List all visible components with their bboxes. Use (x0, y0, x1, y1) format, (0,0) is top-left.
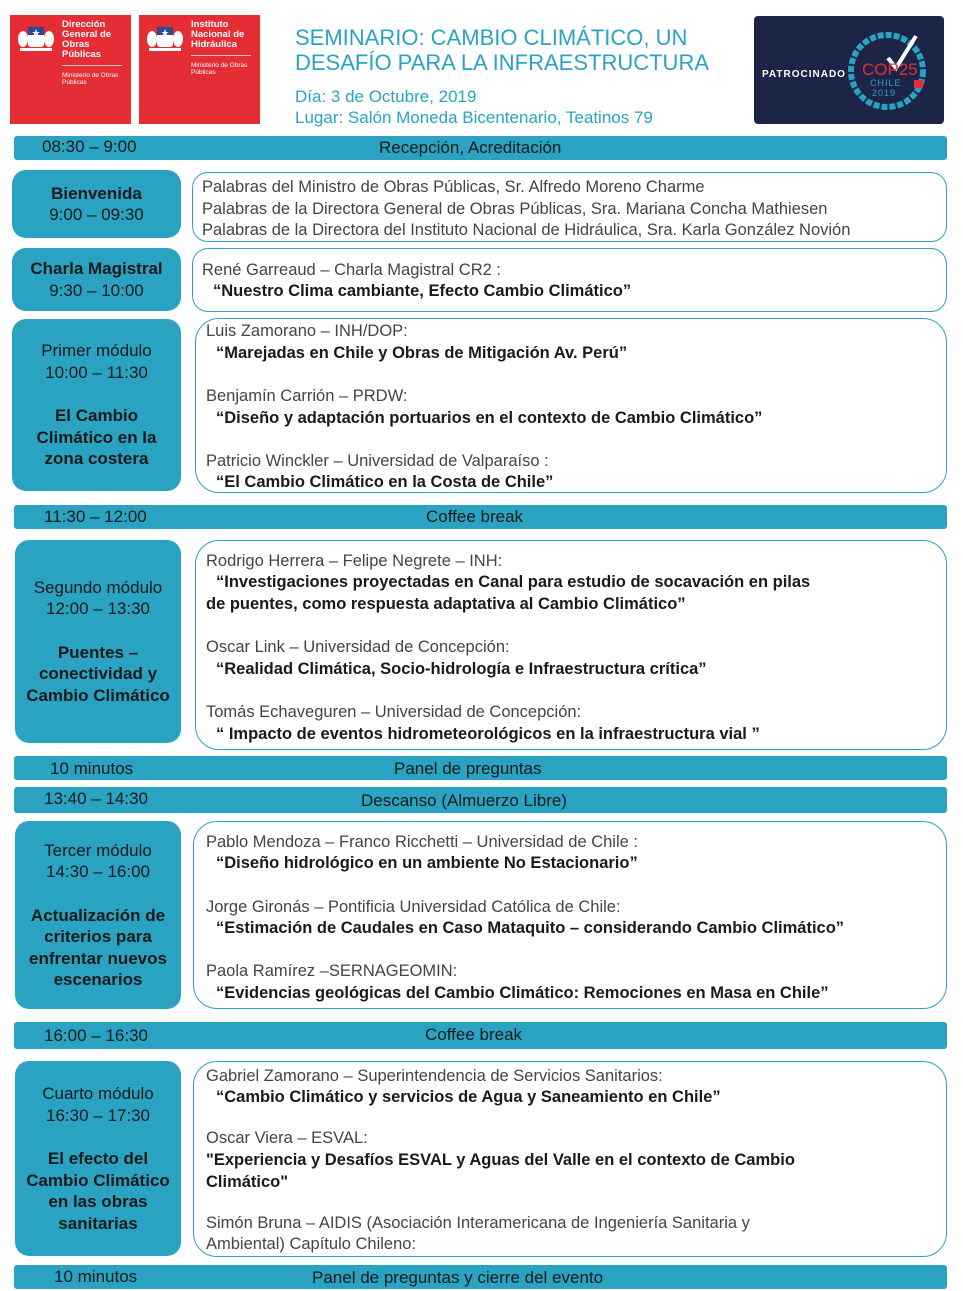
keynote-session-name: Charla Magistral (30, 259, 163, 278)
module3-theme: Actualización de criterios para enfrentar nuevos escenarios (29, 905, 167, 989)
talk-title: “Evidencias geológicas del Cambio Climático: Remociones en Masa en Chile” (216, 984, 829, 1002)
coffee-break-bar (14, 505, 947, 529)
talk-title: “ Impacto de eventos hidrometeorológicos en la infraestructura vial ” (216, 725, 760, 743)
coffee-time: 11:30 – 12:00 (44, 507, 147, 526)
welcome-content-box (192, 172, 947, 242)
logo2-org-name: Instituto Nacional de Hidráulica (191, 19, 245, 50)
welcome-line: Palabras del Ministro de Obras Públicas, Sr. Alfredo Moreno Charme (202, 178, 705, 196)
welcome-session-box (12, 170, 181, 238)
chile-coat-of-arms-icon (16, 23, 56, 53)
talk-speaker: Oscar Viera – ESVAL: (206, 1129, 368, 1147)
talk-speaker: Gabriel Zamorano – Superintendencia de Servicios Sanitarios: (206, 1067, 663, 1085)
talk-title: “Cambio Climático y servicios de Agua y Saneamiento en Chile” (216, 1088, 721, 1106)
module2-content-box (195, 540, 947, 750)
talk-title: “Investigaciones proyectadas en Canal para estudio de socavación en pilas (216, 573, 811, 591)
keynote-content-box (192, 248, 947, 312)
cop25-year: 2019 (872, 88, 897, 98)
module3-session-box (15, 821, 181, 1009)
keynote-talk-title: “Nuestro Clima cambiante, Efecto Cambio Climático” (213, 282, 632, 300)
talk-title: de puentes, como respuesta adaptativa al Cambio Climático” (206, 595, 686, 613)
reception-time: 08:30 – 9:00 (42, 137, 137, 156)
logo2-ministry: Ministerio de Obras Públicas (191, 62, 248, 76)
module4-content-box (193, 1061, 947, 1257)
sponsor-label: PATROCINADO (762, 69, 846, 80)
seminar-title: SEMINARIO: CAMBIO CLIMÁTICO, UN DESAFÍO PARA LA INFRAESTRUCTURA (295, 25, 710, 75)
dgop-logo (10, 15, 131, 132)
talk-speaker: Rodrigo Herrera – Felipe Negrete – INH: (206, 552, 503, 570)
module3-name: Tercer módulo (44, 840, 152, 860)
welcome-line: Palabras de la Directora del Instituto Nacional de Hidráulica, Sra. Karla González Novión (202, 221, 851, 239)
talk-speaker: Simón Bruna – AIDIS (Asociación Interamericana de Ingeniería Sanitaria y (206, 1214, 750, 1232)
talk-speaker: Jorge Gironás – Pontificia Universidad Católica de Chile: (206, 898, 621, 916)
talk-speaker: Tomás Echaveguren – Universidad de Concepción: (206, 703, 582, 721)
talk-speaker: Luis Zamorano – INH/DOP: (206, 322, 408, 340)
module1-content-box (195, 318, 947, 493)
keynote-session-time: 9:30 – 10:00 (49, 280, 144, 300)
module4-name: Cuarto módulo (42, 1084, 154, 1103)
talk-title: Climático" (206, 1173, 289, 1191)
module2-theme: Puentes – conectividad y Cambio Climático (26, 642, 170, 705)
coffee-time: 16:00 – 16:30 (44, 1026, 148, 1045)
talk-title: “Diseño y adaptación portuarios en el contexto de Cambio Climático” (216, 409, 763, 427)
coffee-label: Coffee break (426, 507, 524, 526)
panel-time: 10 minutos (50, 759, 134, 778)
lunch-label: Descanso (Almuerzo Libre) (361, 791, 567, 810)
event-place: Lugar: Salón Moneda Bicentenario, Teatinos 79 (295, 108, 653, 127)
talk-speaker: Paola Ramírez –SERNAGEOMIN: (206, 962, 458, 980)
panel-label: Panel de preguntas (394, 759, 542, 778)
panel-bar (14, 756, 947, 780)
logo1-ministry: Ministerio de Obras Públicas (62, 72, 119, 86)
module3-content-box (193, 821, 947, 1009)
talk-title: “El Cambio Climático en la Costa de Chile” (216, 473, 554, 491)
module2-name: Segundo módulo (33, 577, 163, 597)
reception-bar (14, 136, 947, 160)
welcome-session-name: Bienvenida (51, 183, 142, 203)
talk-title: “Realidad Climática, Socio-hidrología e Infraestructura crítica” (216, 660, 707, 678)
coffee-label: Coffee break (425, 1025, 523, 1044)
welcome-line: Palabras de la Directora General de Obras Públicas, Sra. Mariana Concha Mathiesen (202, 200, 828, 218)
module4-time: 16:30 – 17:30 (46, 1105, 150, 1125)
keynote-speaker: René Garreaud – Charla Magistral CR2 : (202, 261, 501, 279)
talk-title: “Estimación de Caudales en Caso Mataquito – considerando Cambio Climático” (216, 919, 845, 937)
module4-theme: El efecto del Cambio Climático en las obras sanitarias (26, 1149, 170, 1233)
talk-speaker: Patricio Winckler – Universidad de Valparaíso : (206, 452, 549, 470)
panel-time: 10 minutos (54, 1267, 138, 1286)
cop25-country: CHILE (870, 78, 902, 88)
talk-speaker: Ambiental) Capítulo Chileno: (206, 1235, 417, 1253)
talk-title: “Marejadas en Chile y Obras de Mitigación Av. Perú” (216, 344, 628, 362)
module1-name: Primer módulo (41, 341, 152, 361)
welcome-session-time: 9:00 – 09:30 (49, 205, 144, 224)
talk-speaker: Pablo Mendoza – Franco Ricchetti – Universidad de Chile : (206, 833, 638, 851)
talk-title: "Experiencia y Desafíos ESVAL y Aguas del Valle en el contexto de Cambio (206, 1151, 795, 1169)
event-date: Día: 3 de Octubre, 2019 (295, 87, 477, 106)
panel-label: Panel de preguntas y cierre del evento (312, 1268, 604, 1287)
cop25-text: COP25 (862, 60, 918, 79)
module1-session-box (12, 319, 181, 491)
lunch-time: 13:40 – 14:30 (44, 789, 148, 808)
cop25-sponsor-logo (754, 16, 944, 124)
talk-title: “Diseño hidrológico en un ambiente No Estacionario” (216, 854, 638, 872)
module2-session-box (15, 540, 181, 743)
logo1-org-name: Dirección General de Obras Públicas (62, 19, 112, 60)
coffee-break-bar (14, 1022, 947, 1049)
chile-coat-of-arms-icon (145, 23, 185, 53)
module3-time: 14:30 – 16:00 (46, 862, 150, 881)
keynote-session-box (12, 248, 181, 311)
logo2-gov: Gobierno de Chile (191, 125, 252, 132)
talk-speaker: Oscar Link – Universidad de Concepción: (206, 638, 510, 656)
inh-logo (139, 15, 260, 132)
closing-panel-bar (14, 1265, 947, 1289)
logo1-gov: Gobierno de Chile (62, 125, 123, 132)
module2-time: 12:00 – 13:30 (46, 599, 150, 619)
lunch-bar (14, 787, 947, 813)
module1-theme: El Cambio Climático en la zona costera (36, 406, 157, 469)
reception-label: Recepción, Acreditación (379, 138, 562, 157)
module1-time: 10:00 – 11:30 (45, 362, 148, 382)
module4-session-box (15, 1061, 181, 1256)
talk-speaker: Benjamín Carrión – PRDW: (206, 387, 408, 405)
